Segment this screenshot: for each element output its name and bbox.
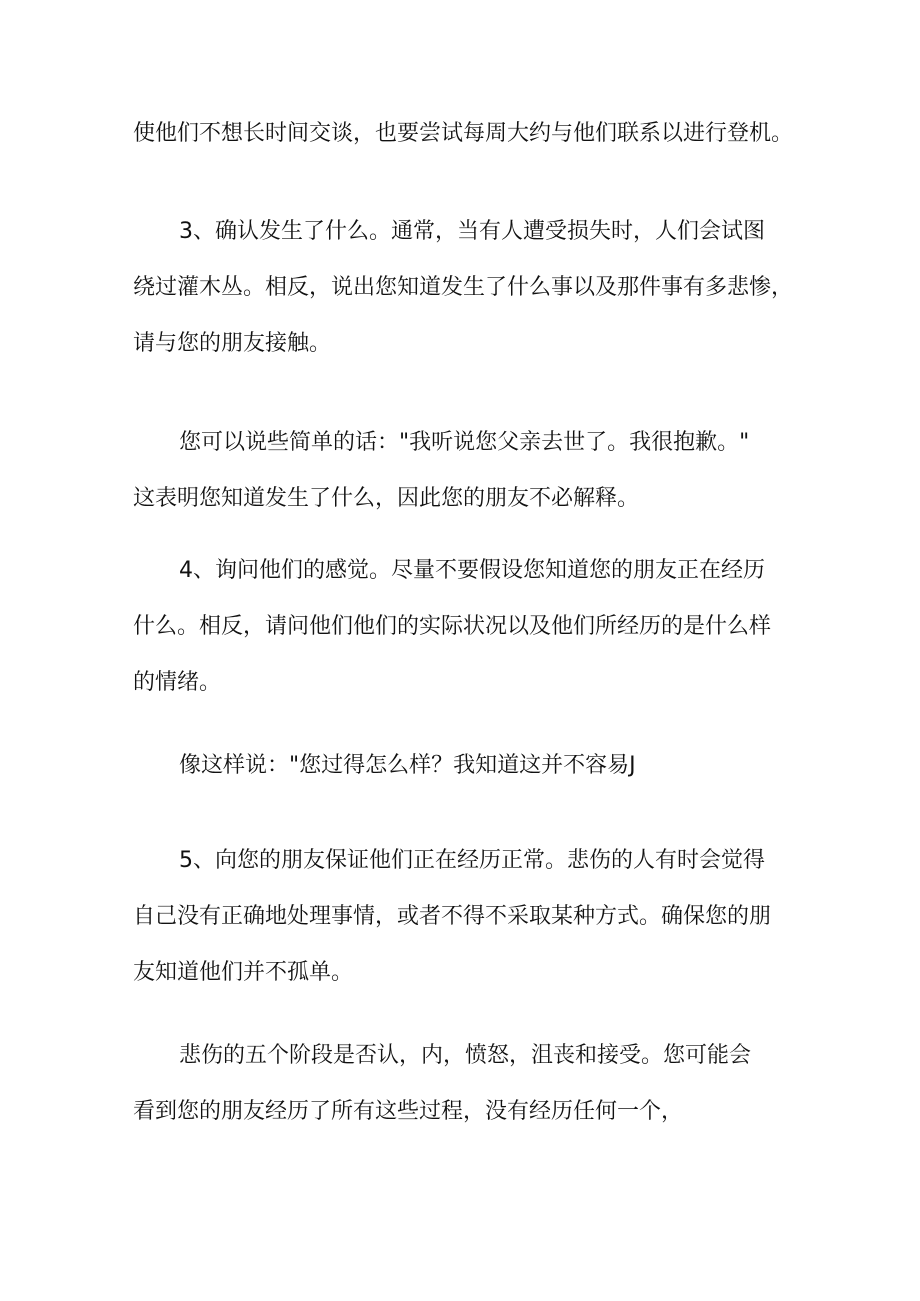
paragraph-3 <box>133 415 803 527</box>
text-line: 4、询问他们的感觉。尽量不要假设您知道您的朋友正在经历 <box>179 558 765 583</box>
text-line: 3、确认发生了什么。通常，当有人遭受损失时，人们会试图 <box>179 219 765 244</box>
text-line: 什么。相反，请问他们他们的实际状况以及他们所经历的是什么样 <box>133 614 772 639</box>
paragraph-5 <box>133 738 803 794</box>
text-line: 5、向您的朋友保证他们正在经历正常。悲伤的人有时会觉得 <box>179 848 765 873</box>
text-line: 使他们不想长时间交谈，也要尝试每周大约与他们联系以进行登机。 <box>133 121 794 146</box>
text-line: 悲伤的五个阶段是否认，内，愤怒，沮丧和接受。您可能会 <box>179 1043 752 1068</box>
text-line: 友知道他们并不孤单。 <box>133 960 354 985</box>
text-line: 您可以说些简单的话："我听说您父亲去世了。我很抱歉。" <box>179 430 750 455</box>
text-line: 请与您的朋友接触。 <box>133 331 332 356</box>
paragraph-7 <box>133 1028 803 1140</box>
paragraph-6-item-5 <box>133 833 803 1001</box>
text-line: 像这样说："您过得怎么样？我知道这并不容易J <box>179 753 636 778</box>
text-line: 这表明您知道发生了什么，因此您的朋友不必解释。 <box>133 486 640 511</box>
text-line: 的情绪。 <box>133 670 222 695</box>
paragraph-1 <box>133 106 803 162</box>
text-line: 看到您的朋友经历了所有这些过程，没有经历任何一个， <box>133 1099 684 1124</box>
paragraph-2-item-3 <box>133 204 803 372</box>
text-line: 自己没有正确地处理事情，或者不得不采取某种方式。确保您的朋 <box>133 904 772 929</box>
text-line: 绕过灌木丛。相反，说出您知道发生了什么事以及那件事有多悲惨， <box>133 275 794 300</box>
paragraph-4-item-4 <box>133 543 803 711</box>
